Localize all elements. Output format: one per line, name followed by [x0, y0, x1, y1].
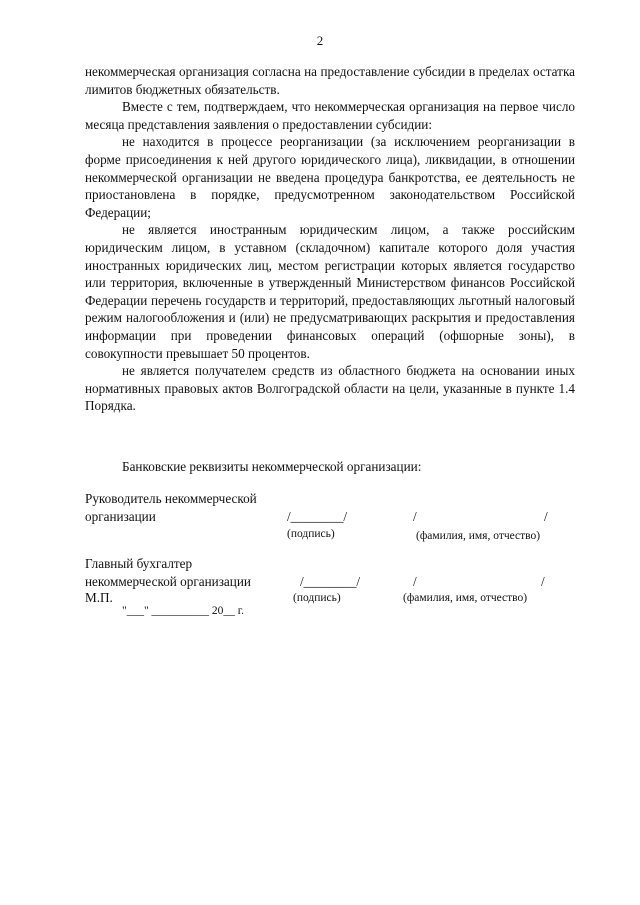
- date-line: "___" __________ 20__ г.: [122, 605, 245, 617]
- head-name-field-close: /: [544, 509, 548, 524]
- head-signature-caption: (подпись): [287, 528, 335, 540]
- page-number: 2: [316, 33, 324, 48]
- body-text: [85, 63, 575, 415]
- head-title-line1: Руководитель некоммерческой: [85, 491, 257, 506]
- accountant-name-caption: (фамилия, имя, отчество): [403, 592, 528, 604]
- accountant-title-line2: некоммерческой организации: [85, 574, 251, 589]
- paragraph-consent: некоммерческая организация согласна на предоставление субсидии в пределах остатка лимитов бюджетных обязательств.: [85, 64, 575, 97]
- accountant-name-field-open: /: [413, 574, 417, 589]
- bank-details-label: Банковские реквизиты некоммерческой организации:: [122, 459, 422, 474]
- head-name-field-open: /: [413, 509, 417, 524]
- stamp-label: М.П.: [85, 590, 113, 605]
- paragraph-not-foreign-entity: не является иностранным юридическим лицом, а также российским юридическим лицом, в уставном (складочном) капитале которого доля участия иностранных юридических лиц, местом регистрации которых является государство или территория, включенные в утвержденный Министерством финансов Российской Федерации перечень государств и территорий, предоставляющих льготный налоговый режим налогообложения и (или) не предусматривающих раскрытия и предоставления информации при проведении финансовых операций (офшорные зоны), в совокупности превышает 50 процентов.: [85, 222, 575, 361]
- head-title-line2: организации: [85, 509, 156, 524]
- paragraph-confirmation: Вместе с тем, подтверждаем, что некоммерческая организация на первое число месяца представления заявления о предоставлении субсидии:: [85, 99, 575, 132]
- head-name-caption: (фамилия, имя, отчество): [416, 530, 541, 542]
- paragraph-no-reorganization: не находится в процессе реорганизации (за исключением реорганизации в форме присоединения к ней другого юридического лица), ликвидации, в отношении некоммерческой организации не введена процедура банкротства, ее деятельность не приостановлена в порядке, предусмотренном законодательством Российской Федерации;: [85, 134, 575, 220]
- accountant-name-field-close: /: [541, 574, 545, 589]
- accountant-signature-caption: (подпись): [293, 592, 341, 604]
- accountant-title-line1: Главный бухгалтер: [85, 556, 193, 571]
- accountant-signature-field: /________/: [300, 574, 361, 589]
- paragraph-not-recipient: не является получателем средств из областного бюджета на основании иных нормативных правовых актов Волгоградской области на цели, указанные в пункте 1.4 Порядка.: [85, 363, 575, 414]
- head-signature-field: /________/: [287, 509, 348, 524]
